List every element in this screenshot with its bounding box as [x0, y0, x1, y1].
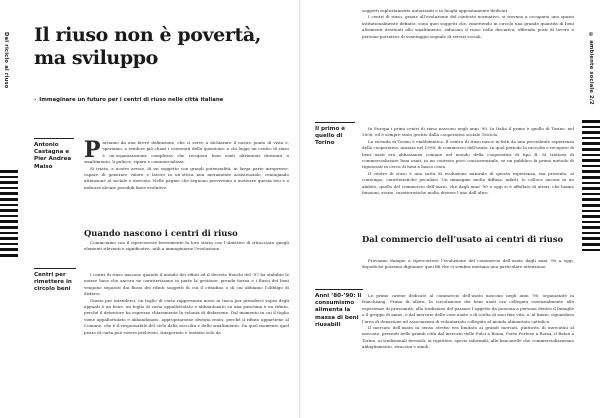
right-mid-text	[362, 126, 574, 196]
section2-text	[362, 293, 574, 351]
side-label2-rule	[315, 122, 355, 123]
subtitle-arrow-icon: ›	[34, 97, 37, 103]
section-heading-1: Quando nascono i centri di riuso	[84, 228, 238, 238]
left-rail	[0, 0, 18, 418]
side-label3-rule	[315, 289, 363, 290]
authors-rule	[34, 138, 74, 139]
side-label-2: Il primo è quello di Torino	[315, 126, 346, 147]
intro-paragraph: Si tratta, a nostro avviso, di un soggetto con grandi potenzialità, in larga parte inespresse, capace di generare valore e lavoro in un’ottica non meramente assistenziale, coniugando attenzione al sociale e mercato. Nelle pagine che seguono proveremo a motivare questa tesi e a indicare alcune possibili linee evolutive.	[84, 165, 289, 190]
left-rail-text: Dal riciclo al riuso	[3, 32, 9, 89]
right-rail-text: © ambiente sociale 2/2	[588, 32, 594, 105]
right-mid-paragraph: Il centro di riuso è una sorta di evoluzione naturale di questa esperienza, ma presenta, al contempo, caratteristiche peculiari. Un immagine molto diffusa, infatti, lo colloca ancora in un ambito, quello del commercio dell’usato, che dagli anni ’90 a oggi si è affollato di attori, che hanno funzioni, storie, caratteristiche molto diverse l’uno dall’altro.	[362, 170, 574, 196]
left-stripes	[0, 170, 18, 260]
section1-paragraph: I centri di riuso nascono quando il mondo dei rifiuti ed il decreto Ronchi del ’97 ha stabilito le norme base che ancora ne caratterizzano in parte la gestione: prende forma e i flussi dei beni vengono separati dai flussi dei rifiuti soggetti di cui il cittadino o di cui abbiamo l’obbligo di disfarci.	[84, 272, 289, 297]
right-page	[300, 0, 600, 418]
article-subtitle	[34, 96, 244, 104]
right-mid-paragraph: In Europa i primi centri di riuso nascono negli anni ’90. In Italia il primo è quello di Torino, nel 2006, ed è sempre stato gestito dalla cooperativa sociale Triciclo.	[362, 126, 574, 138]
section1-intro	[84, 240, 289, 253]
article-title: Il riuso non è povertà, ma sviluppo	[34, 24, 261, 69]
right-top-text	[362, 8, 574, 40]
section2-intro-paragraph: Proviamo dunque a ripercorrere l’evoluzione del commercio dell’usato dagli anni ’90 a oggi, dopodiché potremo digiunare quei fili che ci sembra mettano una particolare attenzione.	[362, 258, 574, 270]
drop-cap: P	[84, 137, 101, 163]
intro-paragraph: artiamo da una breve definizione, che ci serve a dichiarare il nostro punto di vista e, speriamo, a rendere più chiari i contenuti della questione: a chi legge un centro di riuso è un’organizzazione complessa che recupera beni usati altrimenti destinati a smaltimento, li pulisce, ripara e commercializza.	[84, 140, 289, 165]
side-label-3: Anni ’80-’90: il consumismo alimenta la massa di beni riusabili	[315, 293, 362, 328]
authors: Antonio Castagna e Pier Andrea Maiso	[34, 142, 72, 170]
section2-paragraph: Il mercato dell’usato in senso stretto era limitato ai grandi mercati, piuttosto di mercatini al mercato, presenti nelle grandi città dal mercato delle Pulci a Roma, Porta Portese a Roma, il Balon a Torino, ai tradizionali ferraioli, ai rigattieri, specie informali, alle bancarelle che commercializzavano abbigliamento, stracciai e simili.	[362, 325, 574, 350]
section1-text	[84, 272, 289, 336]
section1-paragraph: Giusto per intenderci, un foglio di carta rappresenta meso in tasca per prendercì sopra degli appunti è un bene, un foglio di carta appallottolato e abbandonato su una panchina è un rifiuto, perché il detentore ha espresso chiaramente la volontà di disfarsene. Dal momento in cui il foglio viene appallottolato e abbandonato, appropriarsene diventa reato, perché il rifiuto appartiene al Comune, che è il responsabile del ciclo della raccolta e dello smaltimento. Da quel momento quel pezzo di carta può essere prelevato, trasportato e trattato solo da	[84, 297, 289, 335]
right-stripes	[582, 120, 600, 254]
right-mid-paragraph: La vicenda di Torino è emblematica. Il centro di riuso nasce in-fatti da una precedente esperienza della cooperativa, iniziata nel 1998, di commercio dell’usato. In quel periodo la raccolta e recupero di beni usati era abbastanza comune nel mondo della cooperativa di tipo B. Si trattava di commercializzare beni usati, in un contesto poco concorrenziale, se un pubblico fa primo metodo di rigenerati in cerca di beni a basso costo.	[362, 138, 574, 170]
section2-intro	[362, 258, 574, 271]
right-top-paragraph: soggetti esplicitamente autorizzati e in luoghi appositamente dedicati.	[362, 8, 509, 13]
section2-paragraph: Le prime catene dedicate al commercio dell’usato nascono negli anni ’90, organizzate in franchising. Prima di allora, la circolazione dei beni usati era collegata essenzialmente alle esperienze di prossimità, alla tradizione del passare l’oggetto da persona a persona dentro il famiglie o il gruppo di amici, e dal mercato delle cose usate o di scelta di suoi fine vita, o, al limite, riguardava l’area di donazione ad associazioni di volontariato collegate al mondo alimentato cattolico.	[362, 293, 574, 324]
section-heading-2: Dal commercio dell’usato ai centri di riuso	[362, 234, 564, 244]
intro-text	[84, 137, 289, 191]
right-top-paragraph: I centri di riuso, grazie all’evoluzione del contesto normativo, si trovano a occuparsi uno spazio intitutionalmente definito: sono quei soggetti che, rimettendo in circolo una grande quantità di beni altrimenti destinati allo smaltimento, riducono il riuso nella discarica, offrendo posti di lavoro a persone portatrici di svantaggio segnale di servizi sociali.	[362, 14, 574, 39]
subtitle-text: Immaginare un futuro per i centri di riuso nelle città italiane	[39, 97, 224, 103]
side-label1-rule	[34, 268, 76, 269]
section1-intro-paragraph: Cominciamo con il ripercorrere brevemente la loro storia con l’obiettivo di ritracciare quegli elementi rilevanti e significativi, utili a immaginarne l’evoluzione.	[84, 240, 289, 252]
side-label-1: Centri per rimettere in circolo beni	[34, 272, 72, 293]
